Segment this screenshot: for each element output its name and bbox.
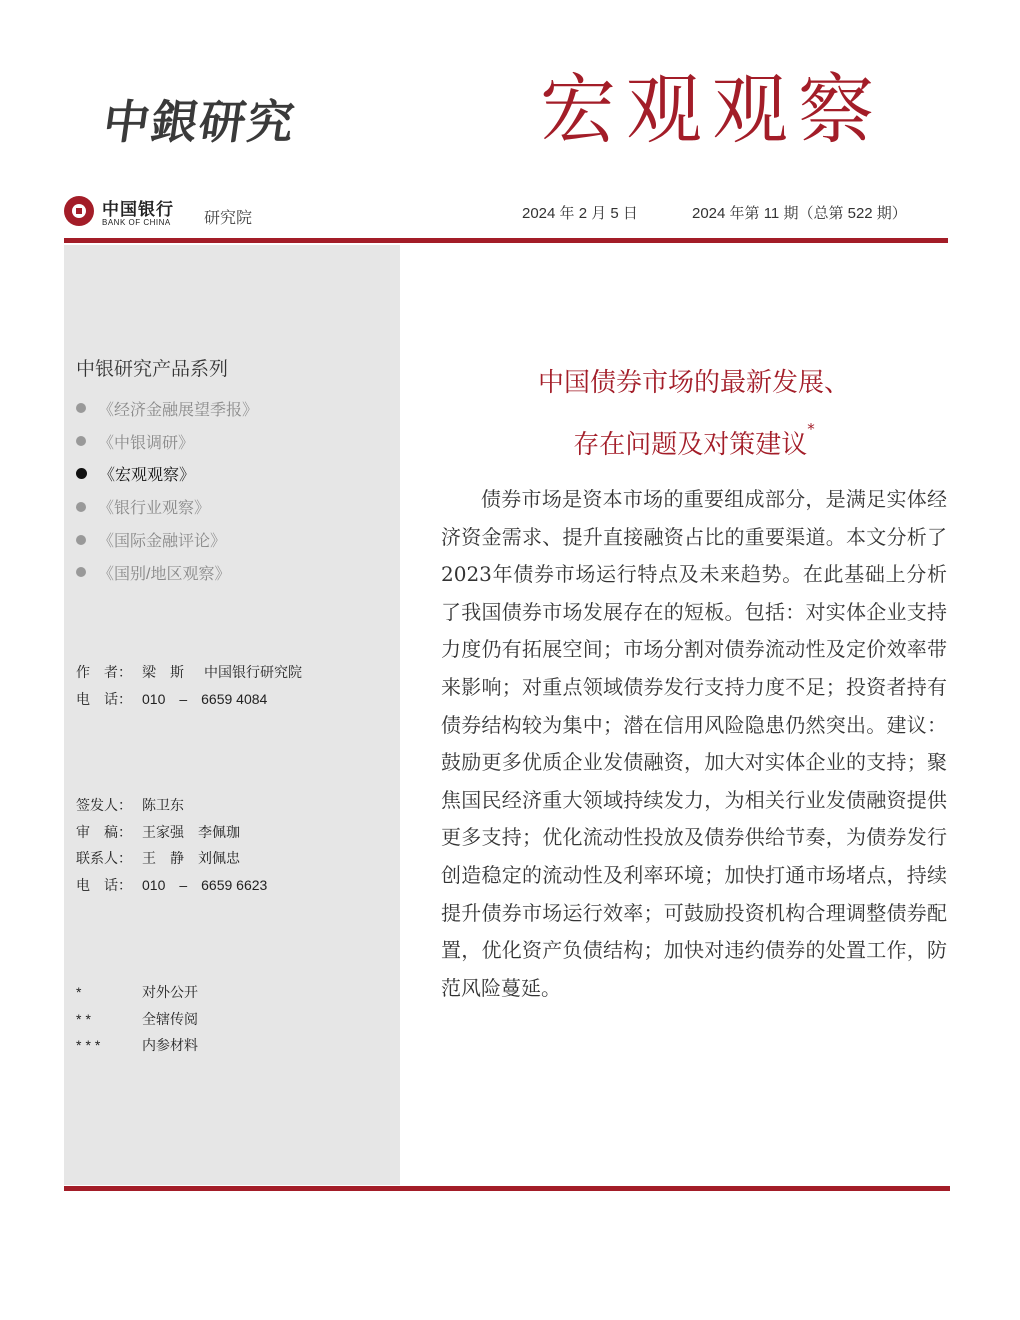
institute-label: 研究院 <box>204 210 253 227</box>
publication-date: 2024 年 2 月 5 日 <box>522 205 638 222</box>
brand-calligraphy-logo: 中銀研究 <box>99 95 300 149</box>
bullet-icon <box>76 535 86 545</box>
reviewer-line: 审 稿： 王家强 李佩珈 <box>76 823 240 840</box>
series-item: 《国别/地区观察》 <box>76 556 258 589</box>
author-phone-line: 电 话： 010 – 6659 4084 <box>76 690 268 707</box>
bullet-icon <box>76 436 86 446</box>
series-item: 《银行业观察》 <box>76 490 258 523</box>
title-footnote-mark: * <box>807 420 815 438</box>
issue-number: 2024 年第 11 期（总第 522 期） <box>692 205 907 222</box>
bank-name-en: BANK OF CHINA <box>102 218 171 227</box>
bullet-icon <box>76 403 86 413</box>
contact-line: 联系人： 王 静 刘佩忠 <box>76 850 240 866</box>
classification-line: * 对外公开 <box>76 984 198 1000</box>
bank-logo-icon <box>64 196 94 226</box>
contact-phone-line: 电 话： 010 – 6659 6623 <box>76 876 268 893</box>
author-line: 作 者： 梁 斯 中国银行研究院 <box>76 664 302 680</box>
series-list <box>76 392 258 589</box>
classification-line: ** 全辖传阅 <box>76 1010 198 1027</box>
editorial-block <box>76 795 267 901</box>
bullet-icon <box>76 567 86 577</box>
classification-line: *** 内参材料 <box>76 1037 198 1053</box>
series-item: 《中银调研》 <box>76 425 258 458</box>
series-item-active: 《宏观观察》 <box>76 458 258 491</box>
bullet-icon <box>76 502 86 512</box>
article-title-line2: 存在问题及对策建议* <box>573 420 815 460</box>
bullet-icon <box>76 468 87 479</box>
series-title: 中银研究产品系列 <box>76 359 229 380</box>
series-item: 《国际金融评论》 <box>76 523 258 556</box>
publication-title: 宏观观察 <box>540 65 884 154</box>
classification-block <box>76 982 198 1062</box>
bank-name-cn: 中国银行 <box>102 200 174 220</box>
header-divider <box>64 238 948 243</box>
signer-line: 签发人： 陈卫东 <box>76 797 184 813</box>
series-item: 《经济金融展望季报》 <box>76 392 258 425</box>
article-abstract: 债券市场是资本市场的重要组成部分，是满足实体经济资金需求、提升直接融资占比的重要渠道。本文分析了2023年债券市场运行特点及未来趋势。在此基础上分析了我国债券市场发展存在的短板。包括：对实体企业支持力度仍有拓展空间；市场分割对债券流动性及定价效率带来影响；对重点领域债券发行支持力度不足；投资者持有债券结构较为集中；潜在信用风险隐患仍然突出。建议：鼓励更多优质企业发债融资，加大对实体企业的支持；聚焦国民经济重大领域持续发力，为相关行业发债融资提供更多支持；优化流动性投放及债券供给节奏，为债券发行创造稳定的流动性及利率环境；加快打通市场堵点，持续提升债券市场运行效率；可鼓励投资机构合理调整债券配置，优化资产负债结构；加快对违约债券的处置工作，防范风险蔓延。 <box>441 487 947 1000</box>
author-block <box>76 662 302 715</box>
footer-divider <box>64 1186 950 1191</box>
article-title-line1: 中国债券市场的最新发展、 <box>537 368 850 398</box>
